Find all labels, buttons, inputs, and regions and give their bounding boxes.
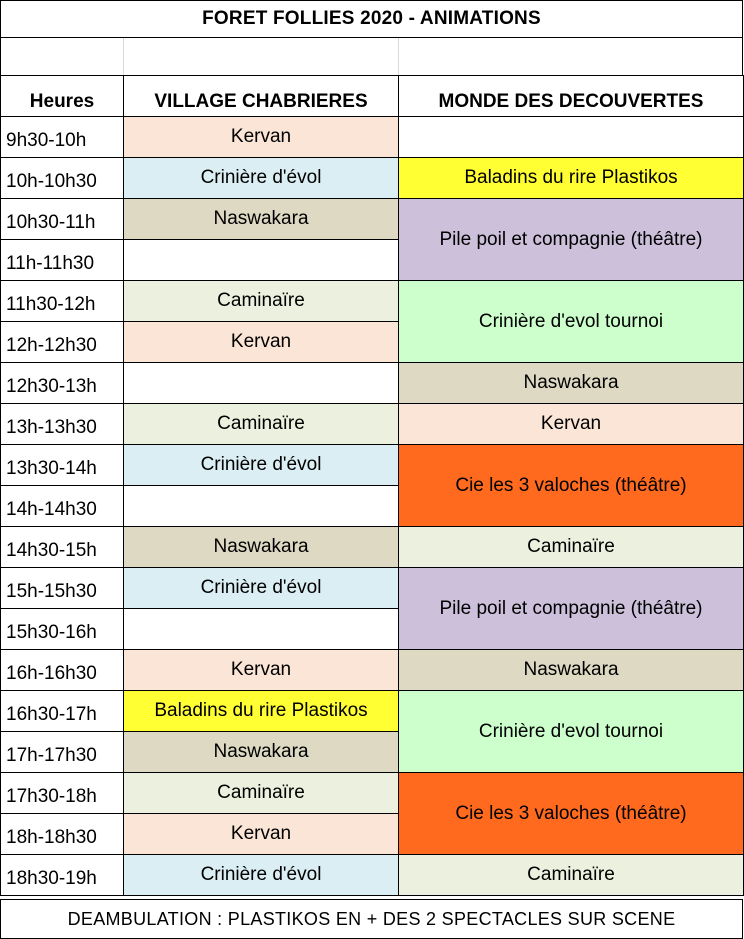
header-row (1, 76, 744, 117)
hour-cell: 17h30-18h (1, 773, 124, 814)
hour-cell: 11h-11h30 (1, 240, 124, 281)
village-cell: Crinière d'évol (124, 568, 399, 609)
monde-cell: Crinière d'evol tournoi (399, 281, 744, 363)
hour-cell: 16h30-17h (1, 691, 124, 732)
hour-cell: 13h-13h30 (1, 404, 124, 445)
monde-cell: Caminaïre (399, 527, 744, 568)
sheet-title: FORET FOLLIES 2020 - ANIMATIONS (0, 0, 743, 38)
schedule-table (0, 75, 744, 896)
hour-cell: 15h30-16h (1, 609, 124, 650)
hour-cell: 10h-10h30 (1, 158, 124, 199)
village-cell: Crinière d'évol (124, 158, 399, 199)
hour-cell: 18h30-19h (1, 855, 124, 896)
table-row (1, 281, 744, 322)
monde-cell: Naswakara (399, 363, 744, 404)
village-cell: Kervan (124, 814, 399, 855)
monde-cell: Caminaïre (399, 855, 744, 896)
village-cell: Baladins du rire Plastikos (124, 691, 399, 732)
monde-cell: Cie les 3 valoches (théâtre) (399, 445, 744, 527)
village-cell: Crinière d'évol (124, 855, 399, 896)
column-header-village: VILLAGE CHABRIERES (124, 76, 399, 117)
hour-cell: 17h-17h30 (1, 732, 124, 773)
hour-cell: 12h-12h30 (1, 322, 124, 363)
monde-cell: Naswakara (399, 650, 744, 691)
table-row (1, 650, 744, 691)
monde-cell: Baladins du rire Plastikos (399, 158, 744, 199)
table-row (1, 158, 744, 199)
hour-cell: 13h30-14h (1, 445, 124, 486)
village-cell: Kervan (124, 650, 399, 691)
hour-cell: 12h30-13h (1, 363, 124, 404)
table-row (1, 199, 744, 240)
village-cell (124, 609, 399, 650)
column-header-hours: Heures (1, 76, 124, 117)
gridline (398, 38, 399, 76)
table-row (1, 855, 744, 896)
village-cell (124, 363, 399, 404)
village-cell (124, 240, 399, 281)
table-row (1, 117, 744, 158)
hour-cell: 15h-15h30 (1, 568, 124, 609)
village-cell: Caminaïre (124, 404, 399, 445)
village-cell: Kervan (124, 322, 399, 363)
table-row (1, 691, 744, 732)
column-header-monde: MONDE DES DECOUVERTES (399, 76, 744, 117)
monde-cell: Crinière d'evol tournoi (399, 691, 744, 773)
monde-cell (399, 117, 744, 158)
hour-cell: 18h-18h30 (1, 814, 124, 855)
hour-cell: 14h-14h30 (1, 486, 124, 527)
table-row (1, 363, 744, 404)
hour-cell: 10h30-11h (1, 199, 124, 240)
village-cell: Crinière d'évol (124, 445, 399, 486)
village-cell: Kervan (124, 117, 399, 158)
village-cell: Naswakara (124, 732, 399, 773)
village-cell: Caminaïre (124, 773, 399, 814)
table-row (1, 445, 744, 486)
village-cell: Caminaïre (124, 281, 399, 322)
footer-note: DEAMBULATION : PLASTIKOS EN + DES 2 SPECTACLES SUR SCENE (0, 899, 743, 939)
monde-cell: Pile poil et compagnie (théâtre) (399, 568, 744, 650)
hour-cell: 9h30-10h (1, 117, 124, 158)
village-cell (124, 486, 399, 527)
table-row (1, 568, 744, 609)
village-cell: Naswakara (124, 527, 399, 568)
table-row (1, 527, 744, 568)
hour-cell: 16h-16h30 (1, 650, 124, 691)
table-row (1, 404, 744, 445)
gridline (123, 38, 124, 76)
monde-cell: Kervan (399, 404, 744, 445)
hour-cell: 14h30-15h (1, 527, 124, 568)
monde-cell: Cie les 3 valoches (théâtre) (399, 773, 744, 855)
table-row (1, 773, 744, 814)
hour-cell: 11h30-12h (1, 281, 124, 322)
monde-cell: Pile poil et compagnie (théâtre) (399, 199, 744, 281)
village-cell: Naswakara (124, 199, 399, 240)
empty-row (0, 38, 743, 76)
